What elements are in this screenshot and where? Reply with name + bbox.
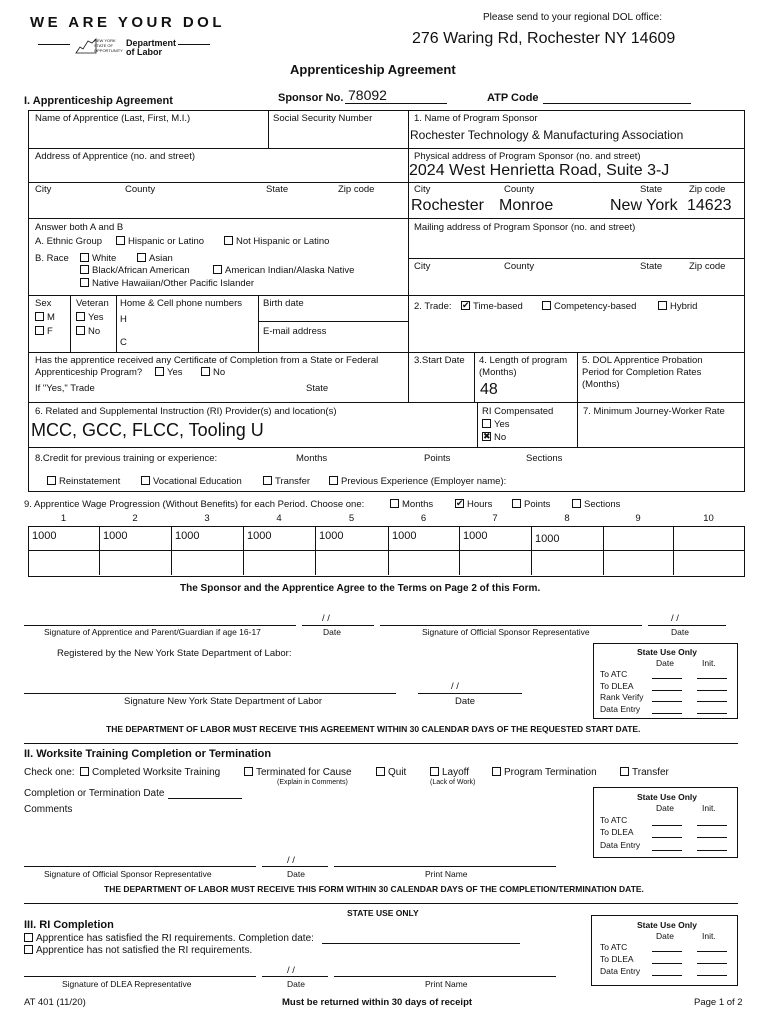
state-use-data-3: Data Entry <box>600 966 641 976</box>
reinstatement-option[interactable]: Reinstatement <box>47 476 120 487</box>
must-return-notice: Must be returned within 30 days of receipt <box>282 997 473 1008</box>
phone-h-label: H <box>120 314 127 325</box>
cert-yes-option[interactable]: Yes <box>155 367 183 378</box>
wage-cell-blank[interactable] <box>605 552 671 572</box>
probation-label-line2: Period for Completion Rates <box>582 367 702 378</box>
form-number: AT 401 (11/20) <box>24 997 86 1008</box>
nysdol-signature-caption: Signature New York State Department of Labor <box>124 696 323 707</box>
wage-cell[interactable]: 1000 <box>392 530 417 542</box>
lack-work-note: (Lack of Work) <box>430 779 476 786</box>
wage-period-number: 10 <box>703 513 714 524</box>
hispanic-option[interactable]: Hispanic or Latino <box>116 236 204 247</box>
sponsor-signature-line-2[interactable] <box>24 866 256 867</box>
state-use-date-1: Date <box>656 658 674 668</box>
sex-label: Sex <box>35 298 52 309</box>
completion-date-label: Completion or Termination Date <box>24 788 165 799</box>
wage-cell-blank[interactable] <box>390 552 457 572</box>
page-number: Page 1 of 2 <box>694 997 743 1008</box>
wage-period-number: 4 <box>276 513 282 524</box>
wage-column-divider <box>99 526 100 575</box>
ri-compensated-label: RI Compensated <box>482 406 554 417</box>
wage-period-number: 2 <box>132 513 138 524</box>
transfer-option[interactable]: Transfer <box>620 767 669 778</box>
apprentice-name-label: Name of Apprentice (Last, First, M.I.) <box>35 113 191 124</box>
terminated-cause-checkbox[interactable] <box>244 767 253 776</box>
wage-period-number: 1 <box>60 513 67 524</box>
prev-exp-checkbox[interactable] <box>329 476 338 485</box>
birth-date-label: Birth date <box>263 298 304 309</box>
cert-yes-checkbox[interactable] <box>155 367 164 376</box>
white-checkbox[interactable] <box>80 253 89 262</box>
terminated-cause-option[interactable]: Terminated for Cause <box>244 767 352 778</box>
phone-label: Home & Cell phone numbers <box>120 298 242 309</box>
veteran-no-option[interactable]: No <box>76 326 100 337</box>
veteran-no-checkbox[interactable] <box>76 326 85 335</box>
registered-by-label: Registered by the New York State Department of Labor: <box>57 648 292 659</box>
sponsor-city-label: City <box>414 184 431 195</box>
wage-cell[interactable]: 1000 <box>463 530 488 542</box>
state-use-data-1: Data Entry <box>600 704 641 714</box>
sponsor-state-label: State <box>640 184 663 195</box>
wage-cell[interactable]: 1000 <box>103 530 128 542</box>
explain-comments-note: (Explain in Comments) <box>277 779 348 786</box>
ri-comp-no-checkbox[interactable] <box>482 432 491 441</box>
state-use-atc-3: To ATC <box>600 942 628 952</box>
apprentice-date-caption: Date <box>323 627 341 637</box>
form-title: Apprenticeship Agreement <box>290 62 456 77</box>
white-option[interactable]: White <box>80 253 116 264</box>
mailing-county-label: County <box>504 261 535 272</box>
layoff-checkbox[interactable] <box>430 767 439 776</box>
trade-label: 2. Trade: <box>414 301 452 312</box>
section2-title: II. Worksite Training Completion or Termination <box>24 748 272 760</box>
sponsor-county-value[interactable]: Monroe <box>499 197 554 214</box>
length-label-line1: 4. Length of program <box>479 355 568 366</box>
terms-statement: The Sponsor and the Apprentice Agree to the Terms on Page 2 of this Form. <box>180 583 541 594</box>
cert-question-line2: Apprenticeship Program? <box>35 367 143 378</box>
time-based-checkbox[interactable] <box>461 301 470 310</box>
cert-no-checkbox[interactable] <box>201 367 210 376</box>
state-use-atc-2: To ATC <box>600 815 628 825</box>
state-use-data-2: Data Entry <box>600 840 641 850</box>
amerind-option[interactable]: American Indian/Alaska Native <box>213 265 354 276</box>
asian-option[interactable]: Asian <box>137 253 173 264</box>
logo-rule-left <box>38 44 70 45</box>
send-to-label: Please send to your regional DOL office: <box>483 12 662 23</box>
not-hispanic-option[interactable]: Not Hispanic or Latino <box>224 236 329 247</box>
wage-period-number: 8 <box>564 513 570 524</box>
phone-c-label: C <box>120 337 127 348</box>
section3-title: III. RI Completion <box>24 919 114 931</box>
credit-points-label: Points <box>424 453 451 464</box>
sex-m-checkbox[interactable] <box>35 312 44 321</box>
dept-line1: Department <box>126 38 177 48</box>
ri-not-satisfied-checkbox[interactable] <box>24 945 33 954</box>
wage-column-divider <box>531 526 532 575</box>
office-address: 276 Waring Rd, Rochester NY 14609 <box>412 30 676 47</box>
apprentice-address-field[interactable] <box>34 164 404 182</box>
wage-sections-option[interactable]: Sections <box>572 499 620 510</box>
sponsor-state-value[interactable]: New York <box>610 197 678 214</box>
wage-period-number: 5 <box>348 513 355 524</box>
ssn-field[interactable] <box>272 126 404 146</box>
sponsor-no-value[interactable]: 78092 <box>348 87 387 103</box>
sec2-print-name-caption: Print Name <box>425 869 468 879</box>
wage-column-divider <box>459 526 460 575</box>
zip-label: Zip code <box>338 184 375 195</box>
print-name-line-2[interactable] <box>334 866 556 867</box>
black-option[interactable]: Black/African American <box>80 265 190 276</box>
length-label-line2: (Months) <box>479 367 517 378</box>
apprentice-date-slashes: / / <box>322 613 330 624</box>
wage-cell-blank[interactable] <box>461 552 529 572</box>
state-use-title-3: State Use Only <box>637 920 697 930</box>
time-based-option[interactable]: ✔ Time-based <box>461 301 523 312</box>
wage-sections-checkbox[interactable] <box>572 499 581 508</box>
wage-months-checkbox[interactable] <box>390 499 399 508</box>
wage-cell-blank[interactable] <box>101 552 169 572</box>
sponsor-date-caption: Date <box>671 627 689 637</box>
sponsor-no-line <box>345 103 447 104</box>
hawaiian-checkbox[interactable] <box>80 278 89 287</box>
wage-cell-blank[interactable] <box>30 552 97 572</box>
wage-column-divider <box>315 526 316 575</box>
wage-cell-blank[interactable] <box>675 552 742 572</box>
county-label: County <box>125 184 156 195</box>
state-use-rank-1: Rank Verify <box>600 692 644 702</box>
dlea-signature-caption: Signature of DLEA Representative <box>62 979 192 989</box>
asian-checkbox[interactable] <box>137 253 146 262</box>
transfer-credit-option[interactable]: Transfer <box>263 476 310 487</box>
sponsor-zip-label: Zip code <box>689 184 726 195</box>
transfer-checkbox[interactable] <box>620 767 629 776</box>
ri-provider-label: 6. Related and Supplemental Instruction (RI) Provider(s) and location(s) <box>35 406 337 417</box>
completed-training-option[interactable]: Completed Worksite Training <box>80 767 220 778</box>
competency-based-checkbox[interactable] <box>542 301 551 310</box>
ethnic-group-label: A. Ethnic Group <box>35 236 103 247</box>
ri-not-satisfied-option[interactable]: Apprentice has not satisfied the RI requirements. <box>24 945 252 956</box>
wage-months-option[interactable]: Months <box>390 499 433 510</box>
program-termination-option[interactable]: Program Termination <box>492 767 597 778</box>
veteran-yes-checkbox[interactable] <box>76 312 85 321</box>
amerind-checkbox[interactable] <box>213 265 222 274</box>
state-use-dlea-1: To DLEA <box>600 681 634 691</box>
wage-column-divider <box>171 526 172 575</box>
apprentice-address-label: Address of Apprentice (no. and street) <box>35 151 196 162</box>
wage-column-divider <box>603 526 604 575</box>
program-termination-checkbox[interactable] <box>492 767 501 776</box>
ri-comp-yes-option[interactable]: Yes <box>482 419 510 430</box>
wage-period-number: 3 <box>204 513 210 524</box>
sec3-date-slashes: / / <box>287 965 295 976</box>
dol-notice-2: THE DEPARTMENT OF LABOR MUST RECEIVE THIS FORM WITHIN 30 CALENDAR DAYS OF THE COMPLETION/TERMINATION DATE. <box>104 884 644 894</box>
sec2-date-slashes: / / <box>287 855 295 866</box>
wage-cell[interactable]: 1000 <box>535 533 560 545</box>
sponsor-signature-caption: Signature of Official Sponsor Representative <box>422 627 590 637</box>
vocational-checkbox[interactable] <box>141 476 150 485</box>
physical-address-value[interactable]: 2024 West Henrietta Road, Suite 3-J <box>409 162 670 179</box>
ri-satisfied-checkbox[interactable] <box>24 933 33 942</box>
mailing-city-label: City <box>414 261 431 272</box>
quit-option[interactable]: Quit <box>376 767 406 778</box>
state-use-init-1: Init. <box>702 658 716 668</box>
state-use-atc-1: To ATC <box>600 669 628 679</box>
dept-line2: of Labor <box>126 47 162 57</box>
program-sponsor-label: 1. Name of Program Sponsor <box>414 113 538 124</box>
completion-date-field[interactable] <box>168 798 242 799</box>
wage-hours-checkbox[interactable] <box>455 499 464 508</box>
dol-notice-1: THE DEPARTMENT OF LABOR MUST RECEIVE THIS AGREEMENT WITHIN 30 CALENDAR DAYS OF THE REQUESTED START DATE. <box>106 724 641 734</box>
length-value[interactable]: 48 <box>480 381 498 398</box>
sponsor-zip-value[interactable]: 14623 <box>687 197 732 214</box>
sec2-signature-caption: Signature of Official Sponsor Representative <box>44 869 212 879</box>
wage-column-divider <box>673 526 674 575</box>
if-yes-trade-label: If "Yes," Trade <box>35 383 95 394</box>
wage-column-divider <box>243 526 244 575</box>
hawaiian-option[interactable]: Native Hawaiian/Other Pacific Islander <box>80 278 254 289</box>
ri-satisfied-option[interactable]: Apprentice has satisfied the RI requirements. Completion date: <box>24 933 314 944</box>
min-journey-label: 7. Minimum Journey-Worker Rate <box>583 406 725 417</box>
brand-tagline: WE ARE YOUR DOL <box>30 14 226 31</box>
ny-logo-text: NEW YORK STATE OF OPPORTUNITY <box>94 38 123 53</box>
state-use-date-2: Date <box>656 803 674 813</box>
sex-f-option[interactable]: F <box>35 326 53 337</box>
mailing-state-label: State <box>640 261 663 272</box>
sec2-date-caption: Date <box>287 869 305 879</box>
cert-question-line1: Has the apprentice received any Certificate of Completion from a State or Federal <box>35 355 379 366</box>
wage-cell-blank[interactable] <box>245 552 313 572</box>
probation-label-line1: 5. DOL Apprentice Probation <box>582 355 703 366</box>
quit-checkbox[interactable] <box>376 767 385 776</box>
logo-rule-right <box>178 44 210 45</box>
black-checkbox[interactable] <box>80 265 89 274</box>
mailing-address-label: Mailing address of Program Sponsor (no. and street) <box>414 222 636 233</box>
state-use-init-2: Init. <box>702 803 716 813</box>
nysdol-date-caption: Date <box>455 696 476 707</box>
vocational-option[interactable]: Vocational Education <box>141 476 242 487</box>
answer-both-label: Answer both A and B <box>35 222 124 233</box>
mailing-zip-label: Zip code <box>689 261 726 272</box>
ri-completion-date-field[interactable] <box>322 943 520 944</box>
state-use-title-2: State Use Only <box>637 792 697 802</box>
nysdol-signature-line[interactable] <box>24 693 396 694</box>
sponsor-county-label: County <box>504 184 535 195</box>
hybrid-option[interactable]: Hybrid <box>658 301 697 312</box>
wage-period-number: 9 <box>635 513 641 524</box>
state-use-date-3: Date <box>656 931 674 941</box>
not-hispanic-checkbox[interactable] <box>224 236 233 245</box>
sponsor-signature-line[interactable] <box>380 625 642 626</box>
email-label: E-mail address <box>263 326 327 337</box>
wage-cell[interactable]: 1000 <box>175 530 200 542</box>
wage-cell-blank[interactable] <box>533 552 601 572</box>
probation-label-line3: (Months) <box>582 379 620 390</box>
sponsor-city-value[interactable]: Rochester <box>411 197 484 214</box>
atp-code-label: ATP Code <box>487 92 539 104</box>
hybrid-checkbox[interactable] <box>658 301 667 310</box>
state-use-only-heading: STATE USE ONLY <box>347 908 419 918</box>
veteran-yes-option[interactable]: Yes <box>76 312 104 323</box>
sec3-print-name-caption: Print Name <box>425 979 468 989</box>
section1-title: I. Apprenticeship Agreement <box>24 95 173 107</box>
wage-cell[interactable]: 1000 <box>247 530 272 542</box>
physical-address-label: Physical address of Program Sponsor (no. and street) <box>414 151 641 162</box>
cert-state-label: State <box>306 383 329 394</box>
state-use-init-3: Init. <box>702 931 716 941</box>
wage-points-option[interactable]: Points <box>512 499 550 510</box>
ri-comp-no-option[interactable]: ✖No <box>482 432 506 443</box>
program-sponsor-value[interactable]: Rochester Technology & Manufacturing Association <box>410 128 684 142</box>
print-name-line-3[interactable] <box>334 976 556 977</box>
veteran-label: Veteran <box>76 298 109 309</box>
cert-no-option[interactable]: No <box>201 367 225 378</box>
wage-cell-blank[interactable] <box>317 552 386 572</box>
prev-exp-option[interactable]: Previous Experience (Employer name): <box>329 476 506 487</box>
wage-period-number: 7 <box>492 513 498 524</box>
state-use-dlea-2: To DLEA <box>600 827 634 837</box>
dlea-signature-line[interactable] <box>24 976 256 977</box>
atp-code-field[interactable] <box>543 103 691 104</box>
city-label: City <box>35 184 52 195</box>
wage-cell[interactable]: 1000 <box>319 530 344 542</box>
credit-sections-label: Sections <box>526 453 563 464</box>
wage-cell[interactable]: 1000 <box>32 530 57 542</box>
ri-comp-yes-checkbox[interactable] <box>482 419 491 428</box>
sex-f-checkbox[interactable] <box>35 326 44 335</box>
state-use-title-1: State Use Only <box>637 647 697 657</box>
apprentice-signature-caption: Signature of Apprentice and Parent/Guardian if age 16-17 <box>44 627 261 637</box>
wage-points-checkbox[interactable] <box>512 499 521 508</box>
credit-months-label: Months <box>296 453 328 464</box>
hispanic-checkbox[interactable] <box>116 236 125 245</box>
wage-period-number: 6 <box>420 513 427 524</box>
wage-cell-blank[interactable] <box>173 552 241 572</box>
check-one-label: Check one: <box>24 767 75 778</box>
ssn-label: Social Security Number <box>273 113 373 124</box>
completed-training-checkbox[interactable] <box>80 767 89 776</box>
nysdol-date-slashes: / / <box>451 681 459 692</box>
wage-progression-label: 9. Apprentice Wage Progression (Without Benefits) for each Period. Choose one: <box>24 499 365 510</box>
state-label: State <box>266 184 289 195</box>
credit-label: 8.Credit for previous training or experience: <box>35 453 218 464</box>
race-label: B. Race <box>35 253 69 264</box>
transfer-credit-checkbox[interactable] <box>263 476 272 485</box>
reinstatement-checkbox[interactable] <box>47 476 56 485</box>
competency-based-option[interactable]: Competency-based <box>542 301 636 312</box>
state-use-dlea-3: To DLEA <box>600 954 634 964</box>
apprentice-signature-line[interactable] <box>24 625 296 626</box>
sec3-date-caption: Date <box>287 979 305 989</box>
sex-m-option[interactable]: M <box>35 312 55 323</box>
sponsor-date-slashes: / / <box>671 613 679 624</box>
wage-hours-option[interactable]: ✔ Hours <box>455 499 492 510</box>
ri-provider-value[interactable]: MCC, GCC, FLCC, Tooling U <box>31 420 264 440</box>
wage-column-divider <box>388 526 389 575</box>
apprentice-name-field[interactable] <box>34 126 264 146</box>
layoff-option[interactable]: Layoff <box>430 767 469 778</box>
start-date-label: 3.Start Date <box>414 355 465 366</box>
sponsor-no-label: Sponsor No. <box>278 92 344 104</box>
comments-label: Comments <box>24 804 73 815</box>
